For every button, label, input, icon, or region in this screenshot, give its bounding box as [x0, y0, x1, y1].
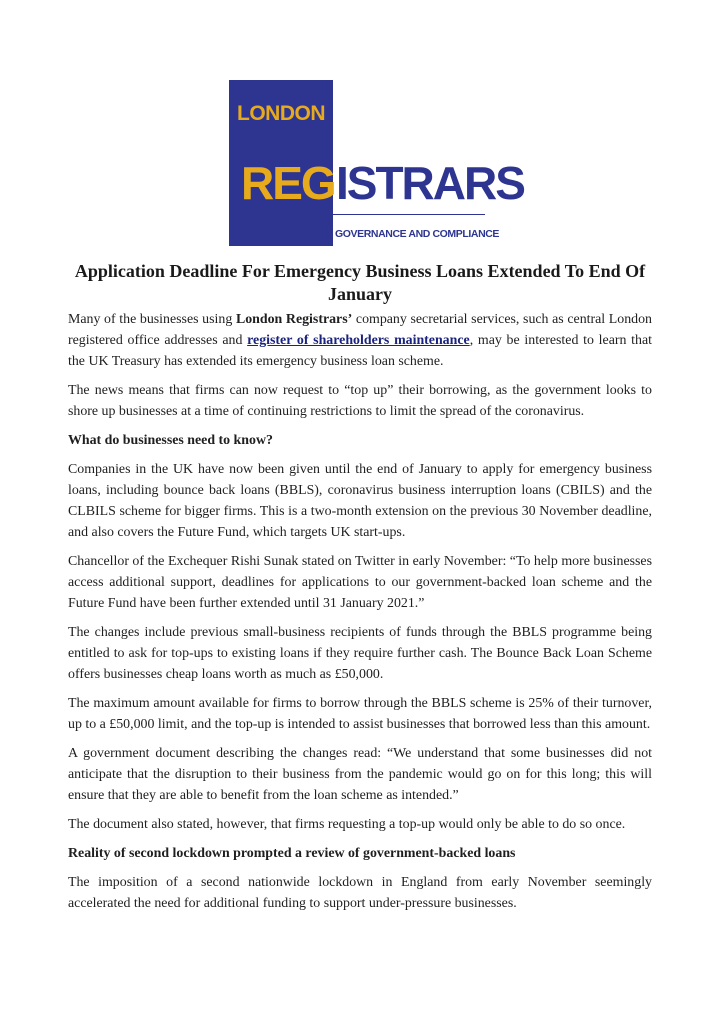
section-heading-second-lockdown: Reality of second lockdown prompted a review of government-backed loans	[68, 846, 516, 861]
section-heading-need-to-know: What do businesses need to know?	[68, 433, 273, 448]
paragraph-news: The news means that firms can now request to “top up” their borrowing, as the government looks to shore up businesses at a time of continuing restrictions to limit the spread of the coronavirus.	[68, 383, 652, 419]
logo-istrars-text: ISTRARS	[336, 157, 524, 209]
article-body	[68, 309, 652, 922]
logo-london-text: LONDON	[237, 102, 325, 125]
paragraph-top-up-once: The document also stated, however, that firms requesting a top-up would only be able to do so once.	[68, 817, 626, 832]
paragraph-deadline-extension: Companies in the UK have now been given until the end of January to apply for emergency business loans, including bounce back loans (BBLS), coronavirus business interruption loans (CBILS) and the CLBILS scheme for bigger firms. This is a two-month extension on the previous 30 November deadline, and also covers the Future Fund, which targets UK start-ups.	[68, 462, 652, 540]
logo-reg-text: REG	[241, 157, 335, 209]
brand-name: London Registrars’	[235, 312, 353, 327]
paragraph-maximum-amount: The maximum amount available for firms to borrow through the BBLS scheme is 25% of their turnover, up to a £50,000 limit, and the top-up is intended to assist businesses that borrowed less than this amount.	[68, 696, 652, 732]
shareholders-register-link[interactable]: register of shareholders maintenance	[247, 333, 470, 348]
paragraph-lockdown: The imposition of a second nationwide lockdown in England from early November seemingly accelerated the need for additional funding to support under-pressure businesses.	[68, 875, 652, 911]
london-registrars-logo	[229, 80, 524, 246]
logo-divider	[333, 214, 485, 215]
paragraph-government-document: A government document describing the changes read: “We understand that some businesses did not anticipate that the disruption to their business from the pandemic would go on for this long; this will ensure that they are able to benefit from the loan scheme as intended.”	[68, 746, 652, 803]
intro-text-after: , may be interested to learn that the UK Treasury has extended its emergency business loan scheme.	[68, 333, 652, 369]
intro-text-middle: company secretarial services, such as central London registered office addresses and	[68, 312, 653, 348]
article-title: Application Deadline For Emergency Business Loans Extended To End Of January	[74, 261, 646, 304]
paragraph-intro	[68, 309, 652, 372]
paragraph-changes: The changes include previous small-business recipients of funds through the BBLS programme being entitled to ask for top-ups to existing loans if they require further cash. The Bounce Back Loan Scheme offers businesses cheap loans worth as much as £50,000.	[68, 625, 652, 682]
logo-tagline: GOVERNANCE AND COMPLIANCE	[335, 228, 500, 240]
paragraph-chancellor-quote: Chancellor of the Exchequer Rishi Sunak stated on Twitter in early November: “To help more businesses access additional support, deadlines for applications to our government-backed loan scheme and the Future Fund have been further extended until 31 January 2021.”	[68, 554, 652, 611]
intro-text-before: Many of the businesses using	[68, 312, 236, 327]
